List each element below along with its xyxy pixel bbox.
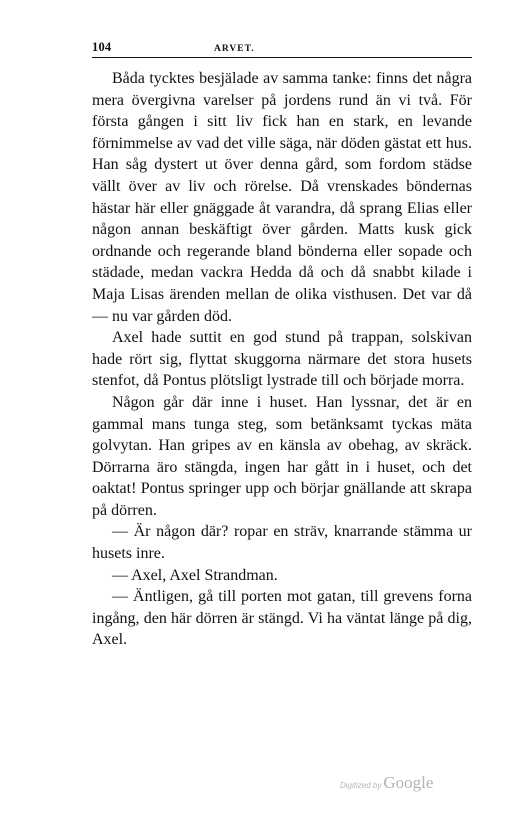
- google-logo: Google: [383, 773, 434, 792]
- paragraph: Axel hade suttit en god stund på trappan, solskivan hade rört sig, flyttat skuggorna närmare det stora husets stenfot, då Pontus plötsligt lystrade till och började morra.: [92, 329, 472, 390]
- page-number: 104: [92, 40, 112, 54]
- digitized-label: Digitized by: [340, 781, 382, 790]
- paragraph: Någon går där inne i huset. Han lyssnar, det är en gammal mans tunga steg, som betänksamt tyckas mäta golvytan. Han gripes av en känsla av obehag, av skräck. Dörrarna äro stängda, ingen har gått in i huset, och det oaktat! Pontus springer upp och börjar gnällande att skrapa på dörren.: [92, 393, 472, 519]
- paragraph: — Är någon där? ropar en sträv, knarrande stämma ur husets inre.: [92, 523, 472, 563]
- book-page: [92, 40, 472, 651]
- page-header: [92, 40, 472, 57]
- header-rule: [92, 57, 472, 58]
- body-text: [92, 68, 472, 651]
- digitized-watermark: [340, 773, 433, 793]
- paragraph: — Äntligen, gå till porten mot gatan, till grevens forna ingång, den här dörren är stängd. Vi ha väntat länge på dig, Axel.: [92, 588, 472, 649]
- running-head: ARVET.: [214, 44, 255, 54]
- paragraph: — Axel, Axel Strandman.: [112, 566, 278, 584]
- paragraph: Båda tycktes besjälade av samma tanke: finns det några mera övergivna varelser på jordens rund än vi två. För första gången i sitt liv fick han en stark, en levande förnimmelse av vad det ville säga, när döden gästat ett hus. Han såg dystert ut över denna gård, som fordom städse vällt över av liv och rörelse. Då vrenskades böndernas hästar här eller gnäggade åt varandra, då sprang Elias eller någon annan beskäftigt över gården. Matts kusk gick ordnande och regerande bland bönderna eller sopade och städade, medan vackra Hedda då och då snabbt kilade i Maja Lisas ärenden mellan de olika visthusen. Det var då — nu var gården död.: [92, 70, 472, 325]
